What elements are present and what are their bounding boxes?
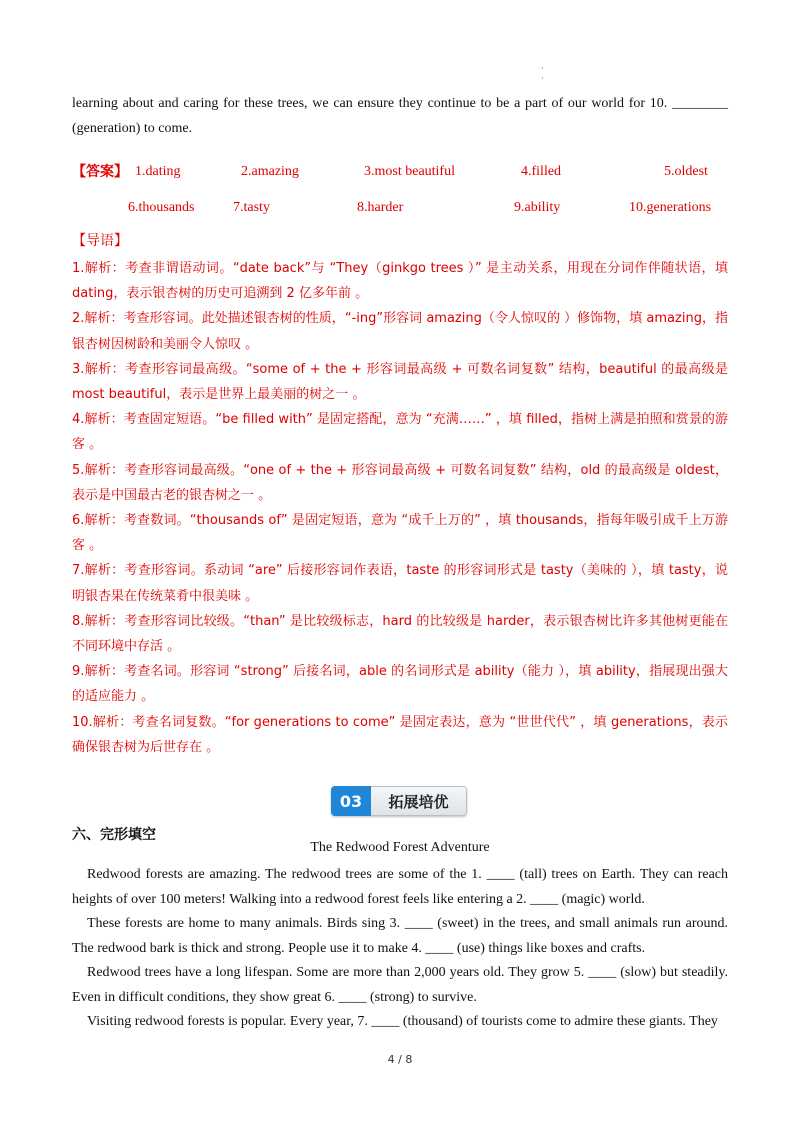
header-marks [541, 64, 544, 84]
answer-item: 1.dating [135, 164, 181, 179]
page-number: 4 / 8 [387, 1053, 413, 1066]
story-title: The Redwood Forest Adventure [310, 840, 490, 855]
story-paragraph: Visiting redwood forests is popular. Every year, 7. ____ (thousand) of tourists come to admire these giants. They [87, 1014, 718, 1029]
answer-item: 8.harder [357, 200, 404, 215]
explanation-list [72, 256, 728, 760]
explanation-item: 5.解析：考查形容词最高级。“one of + the + 形容词最高级 + 可数名词复数” 结构，old 的最高级是 oldest，表示是中国最古老的银杏树之一 。 [72, 462, 728, 503]
header-mark-top: · [541, 64, 544, 73]
answer-item: 3.most beautiful [364, 164, 455, 179]
answer-item: 9.ability [514, 200, 561, 215]
intro-paragraph: learning about and caring for these trees, we can ensure they continue to be a part of our world for 10. ________ (generation) to come. [72, 96, 728, 136]
answer-item: 4.filled [521, 164, 562, 179]
explanation-item: 10.解析：考查名词复数。“for generations to come” 是固定表达，意为 “世世代代” ，填 generations，表示确保银杏树为后世存在 。 [72, 714, 728, 755]
answer-item: 2.amazing [241, 164, 299, 179]
explanation-item: 4.解析：考查固定短语。“be filled with” 是固定搭配，意为 “充满……” ，填 filled，指树上满是拍照和赏景的游客 。 [72, 412, 728, 453]
guide-title: 【导语】 [72, 233, 128, 249]
story-paragraph: Redwood forests are amazing. The redwood trees are some of the 1. ____ (tall) trees on Earth. They can reach heights of over 100 meters! Walking into a redwood forest feels like entering a 2. ____ (magic) world. [72, 867, 728, 907]
explanation-item: 6.解析：考查数词。“thousands of” 是固定短语，意为 “成千上万的” ，填 thousands，指每年吸引成千上万游客 。 [72, 513, 728, 554]
explanation-item: 2.解析：考查形容词。此处描述银杏树的性质，“-ing”形容词 amazing（令人惊叹的 ）修饰物，填 amazing，指银杏树因树龄和美丽令人惊叹 。 [72, 311, 728, 352]
explanation-item: 9.解析：考查名词。形容词 “strong” 后接名词，able 的名词形式是 ability（能力 ），填 ability，指展现出强大的适应能力 。 [72, 664, 728, 705]
section-badge-number: 03 [331, 786, 371, 816]
explanation-item: 8.解析：考查形容词比较级。“than” 是比较级标志，hard 的比较级是 harder，表示银杏树比许多其他树更能在不同环境中存活 。 [72, 613, 728, 655]
explanation-item: 1.解析：考查非谓语动词。“date back”与 “They（ginkgo trees ）” 是主动关系，用现在分词作伴随状语，填 dating，表示银杏树的历史可追溯到 2 亿多年前 。 [72, 261, 728, 302]
explanation-item: 3.解析：考查形容词最高级。“some of + the + 形容词最高级 + 可数名词复数” 结构，beautiful 的最高级是 most beautiful，表示是世界上最美丽的树之一 。 [72, 361, 728, 403]
section-badge-label: 拓展培优 [371, 786, 467, 816]
answer-item: 7.tasty [233, 200, 270, 215]
section-badge [331, 786, 467, 816]
answer-item: 5.oldest [664, 164, 708, 179]
answer-item: 6.thousands [128, 200, 195, 215]
header-mark-bottom: · [541, 74, 544, 83]
answer-label: 【答案】 [72, 164, 128, 180]
answer-item: 10.generations [629, 200, 712, 215]
story-body [72, 863, 728, 1035]
explanation-item: 7.解析：考查形容词。系动词 “are” 后接形容词作表语，taste 的形容词形式是 tasty（美味的 ），填 tasty，说明银杏果在传统菜肴中很美味 。 [72, 563, 728, 604]
section-title: 六、完形填空 [72, 827, 156, 843]
story-paragraph: Redwood trees have a long lifespan. Some are more than 2,000 years old. They grow 5. ____ (slow) but steadily. Even in difficult conditions, they show great 6. ____ (strong) to survive. [72, 965, 728, 1005]
story-paragraph: These forests are home to many animals. Birds sing 3. ____ (sweet) in the trees, and small animals run around. The redwood bark is thick and strong. People use it to make 4. ____ (use) things like boxes and crafts. [72, 916, 728, 956]
